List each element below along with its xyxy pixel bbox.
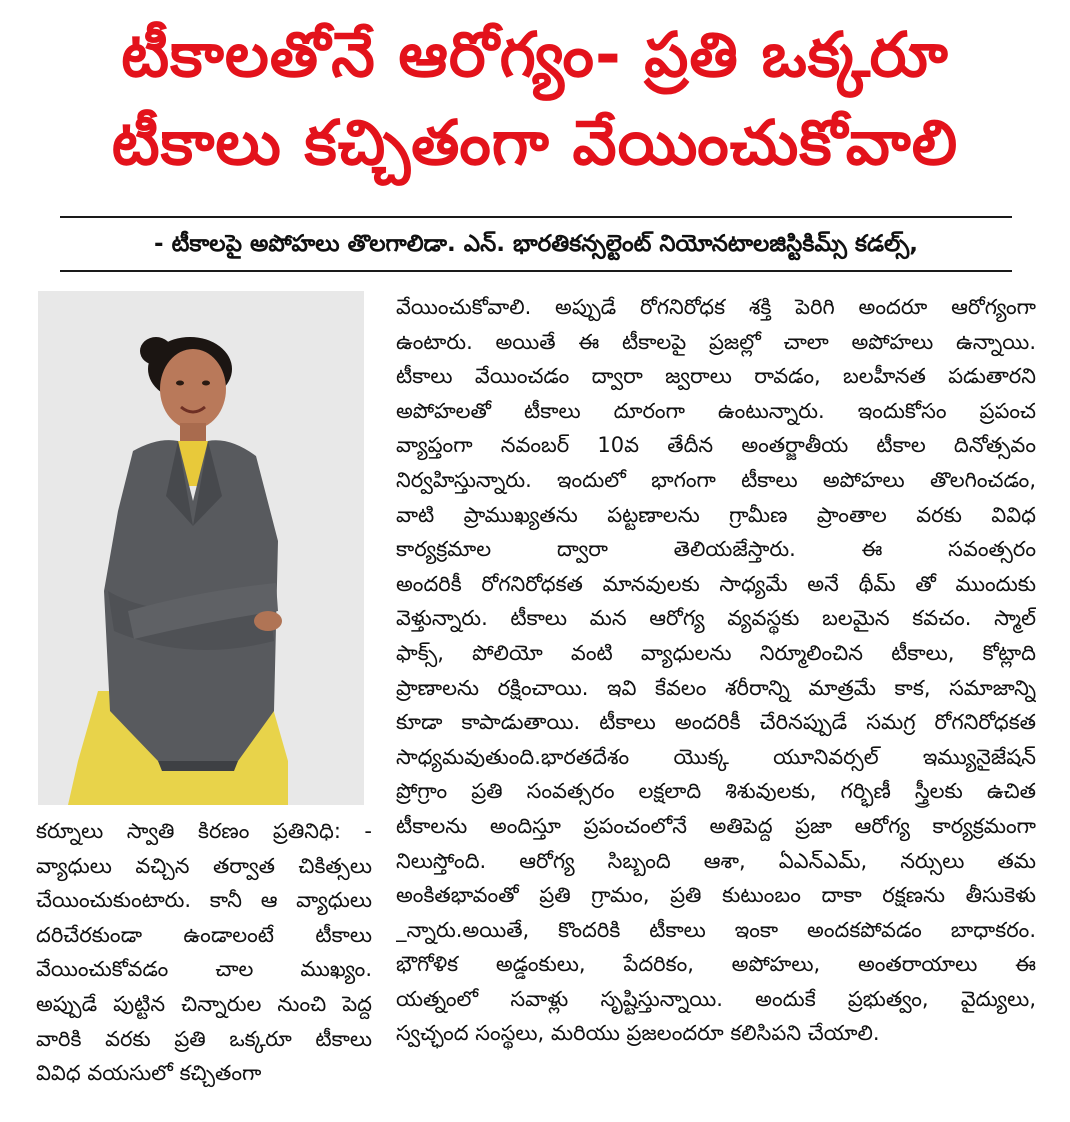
article-line: టీకాలను అందిస్తూ ప్రపంచంలోనే అతిపెద్ద ప్రజా ఆరోగ్య కార్యక్రమంగా [396, 813, 1036, 838]
article-line: చేయించుకుంటారు. కానీ ఆ వ్యాధులు [36, 888, 372, 913]
article-line: అపోహలతో టీకాలు దూరంగా ఉంటున్నారు. ఇందుకోసం ప్రపంచ [396, 398, 1036, 423]
article-line: టీకాలు వేయించడం ద్వారా జ్వరాలు రావడం, బలహీనత పడుతారని [396, 364, 1036, 389]
article-line: వేయించుకోవడం చాల ముఖ్యం. [36, 957, 372, 982]
doctor-portrait-icon [38, 291, 364, 805]
article-left-column [36, 814, 372, 1091]
article-line: సాధ్యమవుతుంది.భారతదేశం యొక్క యూనివర్సల్ ఇమ్యునైజేషన్ [396, 744, 1036, 769]
article-line: కూడా కాపాడుతాయి. టీకాలు అందరికీ చేరినప్పుడే సమగ్ర రోగనిరోధకత [396, 710, 1036, 735]
article-line: అంకితభావంతో ప్రతి గ్రామం, ప్రతి కుటుంబం దాకా రక్షణను తీసుకెళు [396, 883, 1036, 908]
article-line: వ్యాధులు వచ్చిన తర్వాత చికిత్సలు [36, 853, 372, 878]
article-line: వేయించుకోవాలి. అప్పుడే రోగనిరోధక శక్తి పెరిగి అందరూ ఆరోగ్యంగా [396, 295, 1036, 319]
article-line: వాటి ప్రాముఖ్యతను పట్టణాలను గ్రామీణ ప్రాంతాల వరకు వివిధ [396, 502, 1036, 527]
headline-line-1: టీకాలతోనే ఆరోగ్యం- ప్రతి ఒక్కరూ [121, 18, 949, 91]
article-line: దరిచేరకుండా ఉండాలంటే టీకాలు [36, 922, 372, 947]
article-line: నిలుస్తోంది. ఆరోగ్య సిబ్బంది ఆశా, ఏఎన్ఎమ్, నర్సులు తమ [396, 848, 1036, 873]
article-line: _న్నారు.అయితే, కొందరికి టీకాలు ఇంకా అందకపోవడం బాధాకరం. [396, 917, 1036, 942]
article-line: అందరికీ రోగనిరోధకత మానవులకు సాధ్యమే అనే థీమ్ తో ముందుకు [396, 571, 1036, 596]
article-line: వెళ్తున్నారు. టీకాలు మన ఆరోగ్య వ్యవస్థకు బలమైన కవచం. స్మాల్ [396, 606, 1036, 631]
article-line: భౌగోళిక అడ్డంకులు, పేదరికం, అపోహలు, అంతరాయాలు ఈ [396, 952, 1036, 977]
article-line: ప్రోగ్రాం ప్రతి సంవత్సరం లక్షలాది శిశువులకు, గర్భిణీ స్త్రీలకు ఉచిత [396, 779, 1036, 804]
article-line: వారికి వరకు ప్రతి ఒక్కరూ టీకాలు [36, 1026, 372, 1051]
subheadline: - టీకాలపై అపోహలు తొలగాలిడా. ఎన్. భారతికన్సల్టెంట్ నియోనటాలజిస్టికిమ్స్ కడల్స్, [154, 231, 918, 257]
article-right-column [396, 290, 1036, 1051]
article-line: యత్నంలో సవాళ్లు సృష్టిస్తున్నాయి. అందుకే ప్రభుత్వం, వైద్యులు, [396, 986, 1036, 1011]
bottom-rule [60, 270, 1012, 272]
article-line: నిర్వహిస్తున్నారు. ఇందులో భాగంగా టీకాలు అపోహలు తొలగించడం, [396, 467, 1036, 492]
article-line: అప్పుడే పుట్టిన చిన్నారుల నుంచి పెద్ద [36, 991, 372, 1016]
article-line: ఫాక్స్, పోలియో వంటి వ్యాధులను నిర్మూలించిన టీకాలు, కోట్లాది [396, 640, 1036, 665]
headline-line-2: టీకాలు కచ్చితంగా వేయించుకోవాలి [111, 106, 959, 179]
doctor-photo [38, 291, 364, 805]
article-line: వివిధ వయసులో కచ్చితంగా [36, 1061, 262, 1086]
article-line: ఉంటారు. అయితే ఈ టీకాలపై ప్రజల్లో చాలా అపోహలు ఉన్నాయి. [396, 329, 1036, 354]
article-line: ప్రాణాలను రక్షించాయి. ఇవి కేవలం శరీరాన్ని మాత్రమే కాక, సమాజాన్ని [396, 675, 1036, 700]
article-line: వ్యాప్తంగా నవంబర్ 10వ తేదీన అంతర్జాతీయ టీకాల దినోత్సవం [396, 433, 1036, 458]
article-line: కార్యక్రమాల ద్వారా తెలియజేస్తారు. ఈ సవంత్సరం [396, 537, 1036, 562]
top-rule [60, 216, 1012, 218]
article-line: స్వచ్ఛంద సంస్థలు, మరియు ప్రజలందరూ కలిసిపని చేయాలి. [396, 1021, 880, 1046]
article-line: కర్నూలు స్వాతి కిరణం ప్రతినిధి: - [36, 819, 372, 843]
